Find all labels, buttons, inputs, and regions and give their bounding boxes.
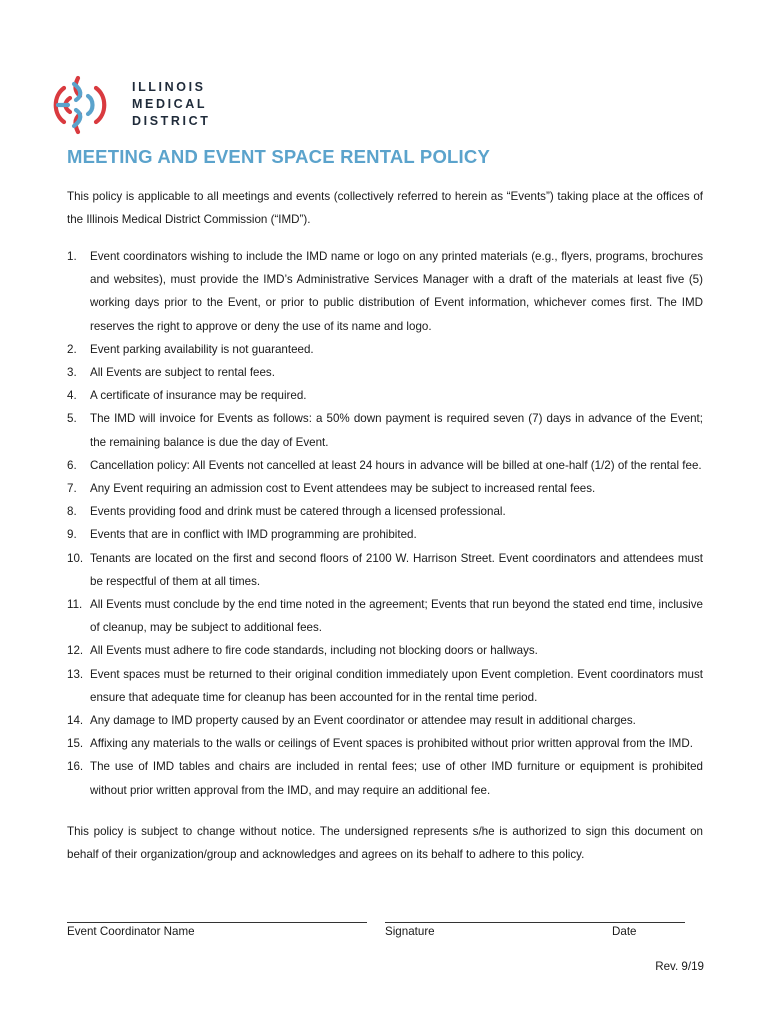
rule-text: Cancellation policy: All Events not cancelled at least 24 hours in advance will be billed at one-half (1/2) of the rental fee. [90, 458, 702, 472]
rule-number: 15. [67, 737, 84, 751]
policy-rule [67, 523, 703, 546]
policy-rule [67, 407, 703, 453]
policy-rule [67, 755, 703, 801]
policy-rule [67, 709, 703, 732]
document-title: MEETING AND EVENT SPACE RENTAL POLICY [67, 146, 490, 167]
signature-label: Signature [385, 925, 435, 938]
logo-line-district: DISTRICT [132, 114, 211, 128]
rule-number: 3. [67, 366, 77, 380]
policy-rule [67, 338, 703, 361]
rule-text: All Events are subject to rental fees. [90, 366, 275, 380]
intro-paragraph: This policy is applicable to all meetings and events (collectively referred to herein as “Events”) taking place at the offices of the Illinois Medical District Commission (“IMD”). [67, 190, 703, 227]
rule-number: 16. [67, 760, 84, 774]
date-label: Date [612, 925, 637, 938]
rule-text: Tenants are located on the first and second floors of 2100 W. Harrison Street. Event coordinators and attendees must be respectful of them at all times. [90, 551, 703, 588]
logo-line-illinois: ILLINOIS [132, 80, 206, 94]
illinois-medical-district-logo-icon [50, 70, 120, 140]
policy-rule [67, 245, 703, 338]
rule-text: The use of IMD tables and chairs are included in rental fees; use of other IMD furniture or equipment is prohibited without prior written approval from the IMD, and may require an additional fee. [90, 760, 703, 797]
policy-rule [67, 384, 703, 407]
rule-number: 11. [67, 598, 83, 612]
policy-rule [67, 361, 703, 384]
logo-wordmark [132, 79, 210, 130]
rule-text: All Events must conclude by the end time noted in the agreement; Events that run beyond the stated end time, inclusive of cleanup, may be subject to additional fees. [90, 598, 703, 635]
rule-text: Events that are in conflict with IMD programming are prohibited. [90, 528, 417, 542]
rule-number: 14. [67, 714, 84, 728]
policy-rule [67, 639, 703, 662]
rule-number: 12. [67, 644, 84, 658]
rule-number: 2. [67, 342, 77, 356]
rule-number: 4. [67, 389, 77, 403]
policy-rule [67, 547, 703, 593]
name-signature-line[interactable] [67, 922, 367, 923]
rule-text: Any Event requiring an admission cost to Event attendees may be subject to increased rental fees. [90, 482, 596, 496]
rule-text: Event coordinators wishing to include the IMD name or logo on any printed materials (e.g., flyers, programs, brochures and websites), must provide the IMD’s Administrative Services Manager with a draft of the materials at least five (5) working days prior to the Event, or prior to public distribution of Event information, whichever comes first. The IMD reserves the right to approve or deny the use of its name and logo. [90, 250, 703, 333]
signature-date-line[interactable] [385, 922, 685, 923]
policy-rule [67, 454, 703, 477]
rule-number: 7. [67, 482, 77, 496]
rule-text: Affixing any materials to the walls or ceilings of Event spaces is prohibited without prior written approval from the IMD. [90, 737, 693, 751]
rule-text: Any damage to IMD property caused by an Event coordinator or attendee may result in additional charges. [90, 714, 636, 728]
rule-number: 9. [67, 528, 77, 542]
policy-rule [67, 663, 703, 709]
logo-line-medical: MEDICAL [132, 97, 208, 111]
policy-rule [67, 593, 703, 639]
rule-text: Event spaces must be returned to their original condition immediately upon Event completion. Event coordinators must ensure that adequate time for cleanup has been accounted for in the rental time period. [90, 667, 703, 704]
rule-number: 13. [67, 667, 84, 681]
rule-text: All Events must adhere to fire code standards, including not blocking doors or hallways. [90, 644, 538, 658]
rule-text: Event parking availability is not guaranteed. [90, 342, 314, 356]
rule-text: A certificate of insurance may be required. [90, 389, 307, 403]
rule-number: 5. [67, 412, 77, 426]
rule-number: 1. [67, 250, 77, 263]
rule-text: Events providing food and drink must be catered through a licensed professional. [90, 505, 506, 519]
policy-rule [67, 500, 703, 523]
revision-label: Rev. 9/19 [655, 960, 704, 973]
policy-rule [67, 477, 703, 500]
rule-number: 6. [67, 458, 77, 472]
rule-number: 8. [67, 505, 77, 519]
policy-rule [67, 732, 703, 755]
policy-rules-list [67, 245, 703, 802]
closing-paragraph: This policy is subject to change without notice. The undersigned represents s/he is authorized to sign this document on behalf of their organization/group and acknowledges and agrees on its behalf to adhere to this policy. [67, 825, 703, 862]
event-coordinator-name-label: Event Coordinator Name [67, 925, 195, 938]
rule-text: The IMD will invoice for Events as follows: a 50% down payment is required seven (7) days in advance of the Event; the remaining balance is due the day of Event. [90, 412, 703, 449]
rule-number: 10. [67, 551, 84, 565]
